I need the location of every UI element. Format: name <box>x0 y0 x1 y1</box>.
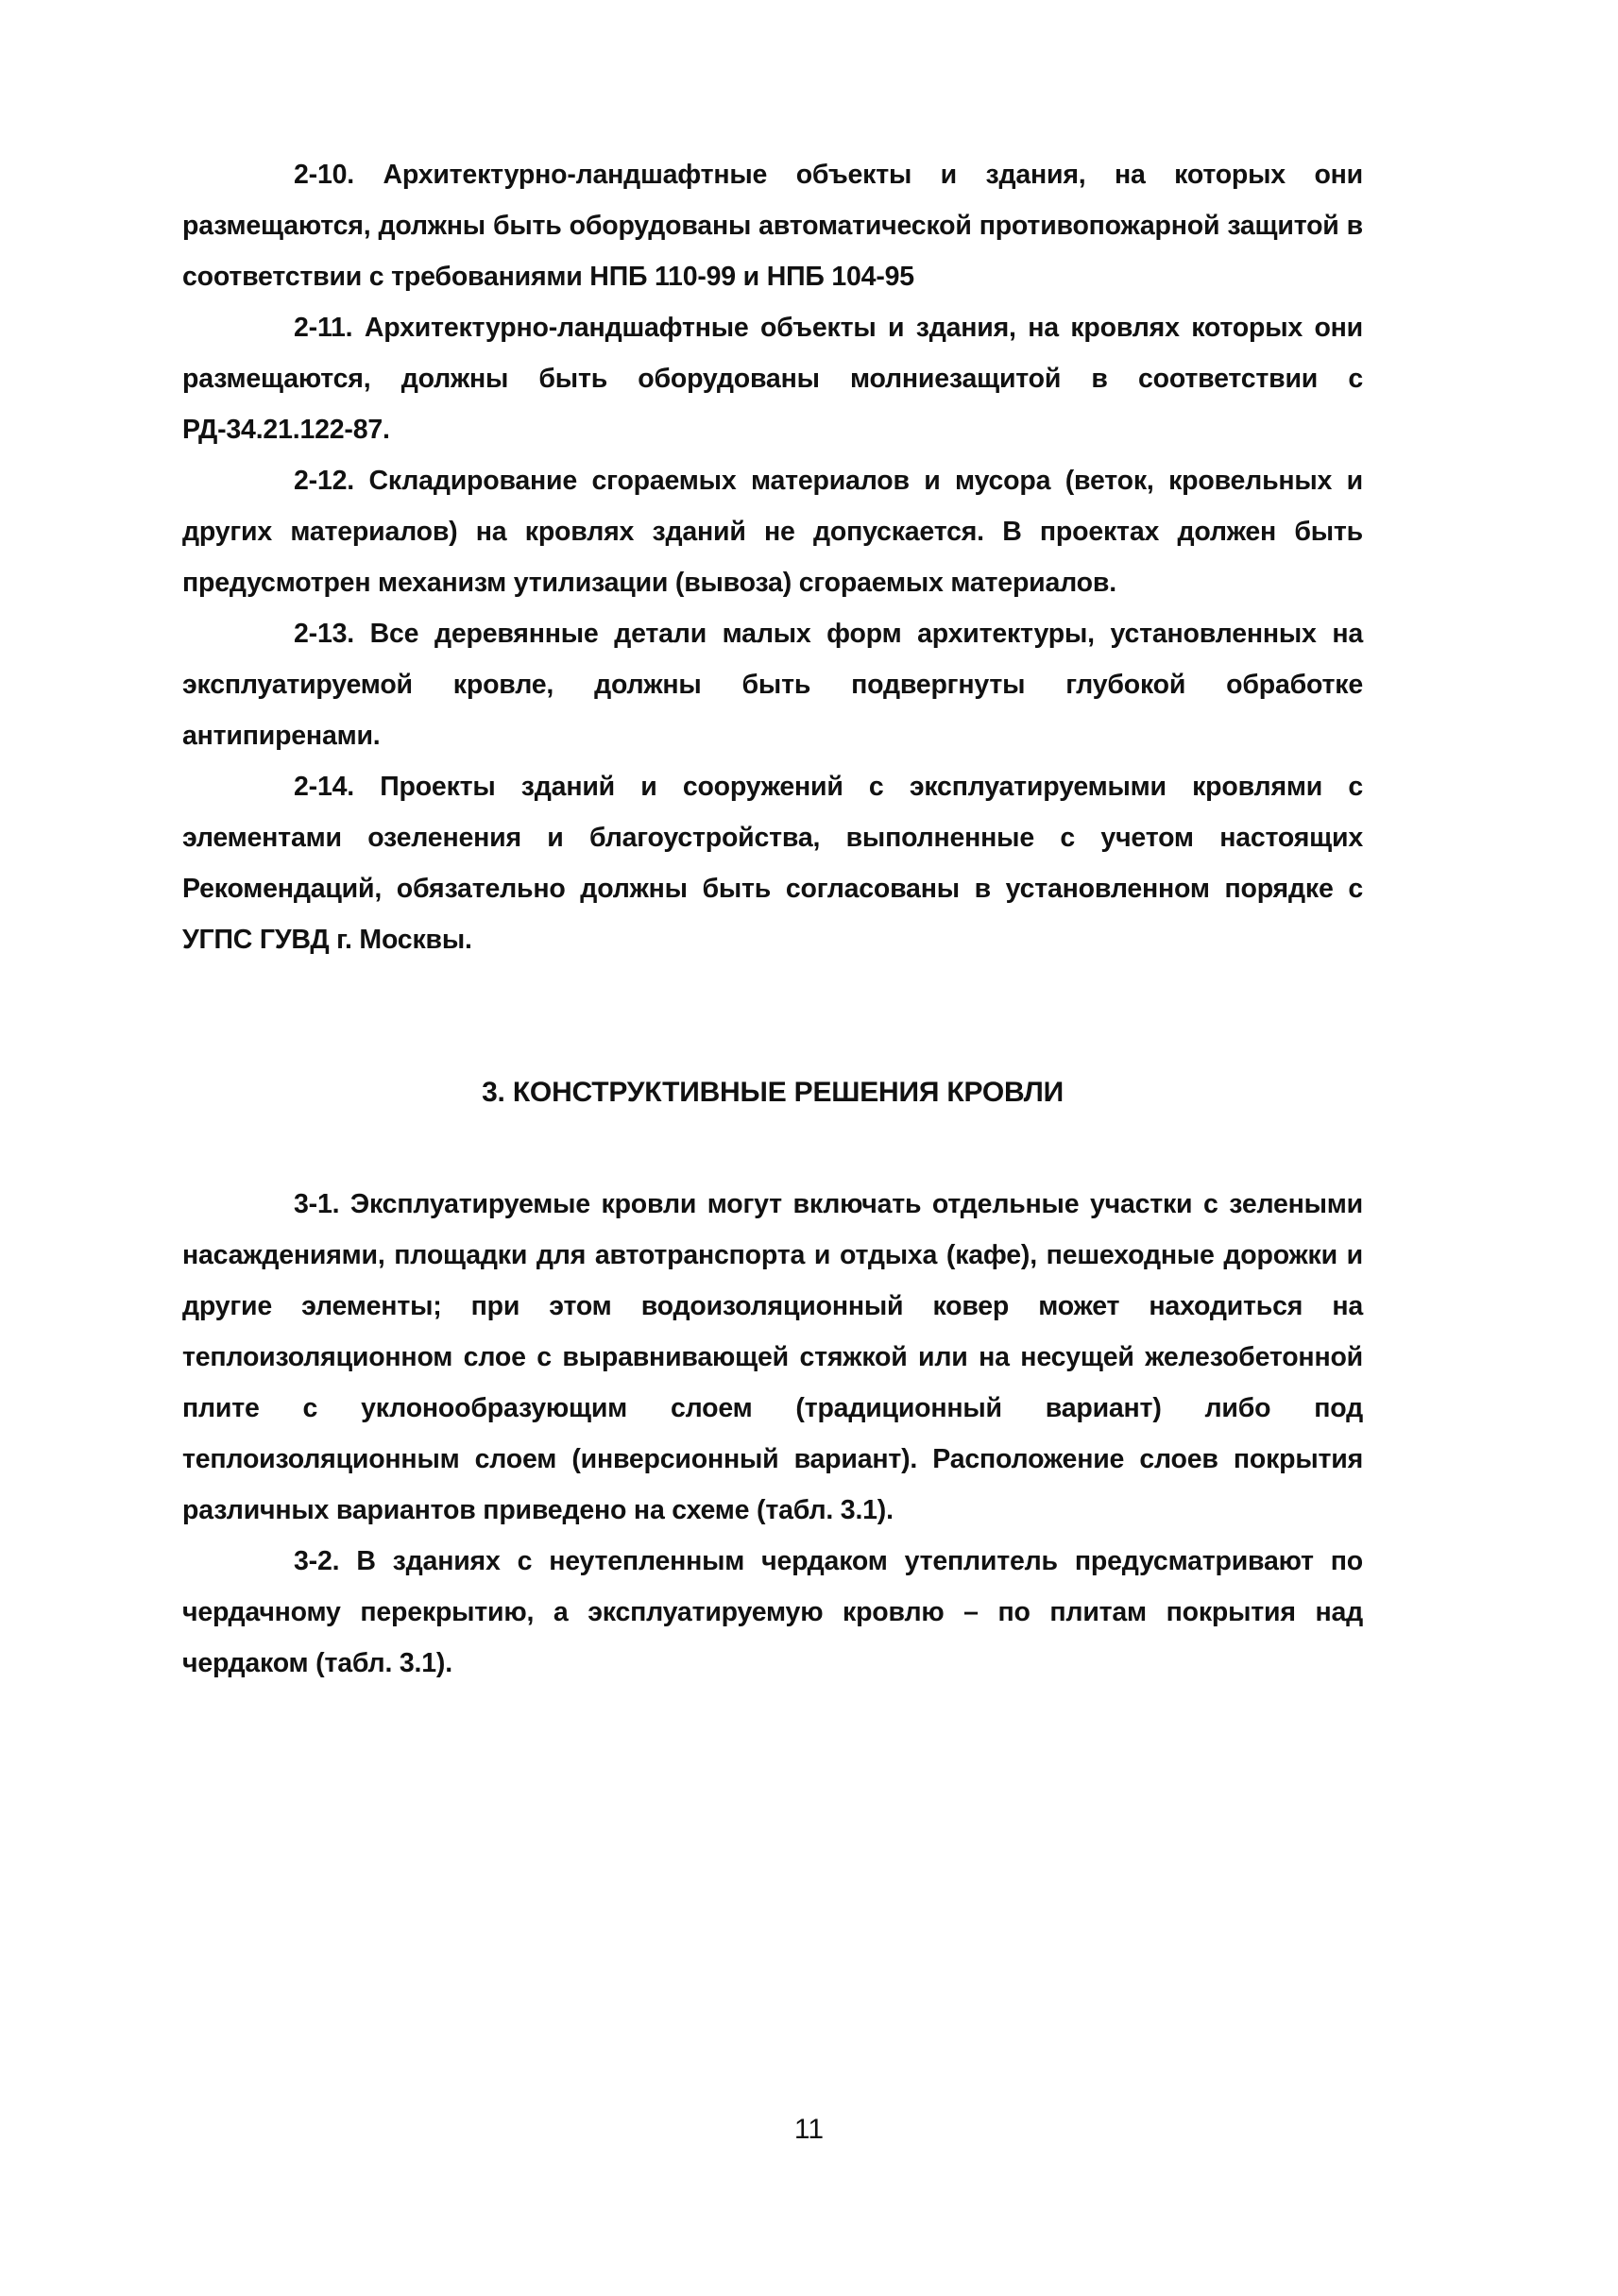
paragraph-number: 3-2. <box>294 1546 340 1576</box>
paragraph-text: В зданиях с неутепленным чердаком утеплитель предусматривают по чердачному перекрытию, а эксплуатируемую кровлю – по плитам покрытия над чердаком (табл. 3.1). <box>182 1546 1364 1678</box>
paragraph-2-10 <box>182 149 1363 302</box>
paragraph-3-1 <box>182 1179 1363 1536</box>
document-body <box>182 149 1363 1689</box>
paragraph-text: Архитектурно-ландшафтные объекты и здания, на кровлях которых они размещаются, должны быть оборудованы молниезащитой в соответствии с РД-34.21.122-87. <box>182 313 1364 445</box>
spacer <box>182 1118 1363 1179</box>
paragraph-text: Складирование сгораемых материалов и мусора (веток, кровельных и других материалов) на кровлях зданий не допускается. В проектах должен быть предусмотрен механизм утилизации (вывоза) сгораемых материалов. <box>182 466 1363 598</box>
paragraph-number: 3-1. <box>294 1189 340 1219</box>
page-number: 11 <box>793 2114 825 2145</box>
paragraph-2-13 <box>182 608 1363 761</box>
paragraph-2-11 <box>182 302 1363 455</box>
paragraph-text: Архитектурно-ландшафтные объекты и здания, на которых они размещаются, должны быть оборудованы автоматической противопожарной защитой в соответствии с требованиями НПБ 110-99 и НПБ 104-95 <box>182 160 1363 292</box>
paragraph-text: Все деревянные детали малых форм архитектуры, установленных на эксплуатируемой кровле, должны быть подвергнуты глубокой обработке антипиренами. <box>182 619 1363 751</box>
spacer <box>182 965 1363 1067</box>
paragraph-number: 2-10. <box>294 160 354 190</box>
paragraph-2-14 <box>182 761 1363 965</box>
section-heading: 3. КОНСТРУКТИВНЫЕ РЕШЕНИЯ КРОВЛИ <box>482 1077 1064 1108</box>
paragraph-number: 2-14. <box>294 772 354 802</box>
paragraph-text: Эксплуатируемые кровли могут включать отдельные участки с зелеными насаждениями, площадки для автотранспорта и отдыха (кафе), пешеходные дорожки и другие элементы; при этом водоизоляционный ковер может находиться на теплоизоляционном слое с выравнивающей стяжкой или на несущей железобетонной плите с уклонообразующим слоем (традиционный вариант) либо под теплоизоляционным слоем (инверсионный вариант). Расположение слоев покрытия различных вариантов приведено на схеме (табл. 3.1). <box>182 1189 1364 1525</box>
paragraph-2-12 <box>182 455 1363 608</box>
paragraph-number: 2-11. <box>294 313 353 343</box>
paragraph-3-2 <box>182 1536 1363 1689</box>
paragraph-text: Проекты зданий и сооружений с эксплуатируемыми кровлями с элементами озеленения и благоустройства, выполненные с учетом настоящих Рекомендаций, обязательно должны быть согласованы в установленном порядке с УГПС ГУВД г. Москвы. <box>182 772 1363 955</box>
paragraph-number: 2-13. <box>294 619 354 649</box>
paragraph-number: 2-12. <box>294 466 354 496</box>
